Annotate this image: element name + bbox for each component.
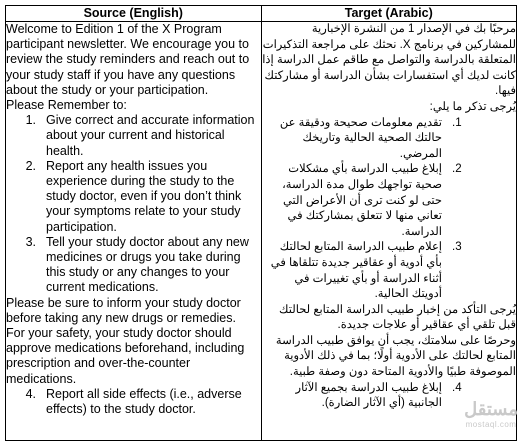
list-text: Report all side effects (i.e., adverse effects) to the study doctor. bbox=[46, 386, 242, 417]
list-number: 3. bbox=[25, 234, 36, 249]
english-intro: Welcome to Edition 1 of the X Program participant newsletter. We encourage you to review the study reminders and reach out to your study staff if you have any questions about the study or your participation. bbox=[6, 22, 250, 97]
header-row bbox=[6, 6, 517, 22]
list-item bbox=[6, 235, 261, 296]
arabic-paragraph-2: يُرجى التأكد من إخبار طبيب الدراسة المتابع لحالتك قبل تلقي أي عقاقير أو علاجات جديدة. bbox=[279, 303, 516, 332]
list-number: 1. bbox=[25, 113, 36, 128]
list-number: 4. bbox=[25, 386, 36, 401]
mostaql-watermark bbox=[464, 401, 518, 433]
list-number: 3. bbox=[452, 241, 462, 254]
list-item bbox=[6, 113, 261, 159]
arabic-intro: مرحبًا بك في الإصدار 1 من النشرة الإخبارية للمشاركين في برنامج X. نحثك على مراجعة التذكيرات المتعلقة بالدراسة والتواصل مع طاقم عمل الدراسة إذا كانت لديك أي استفسارات بشأن الدراسة أو مشاركتك فيها. bbox=[262, 23, 516, 98]
watermark-site: mostaql.com bbox=[465, 420, 517, 429]
list-text: Report any health issues you experience during the study to the study doctor, even if you don’t think your symptoms relate to your study participation. bbox=[46, 158, 242, 234]
list-item bbox=[6, 159, 261, 235]
english-list-1 bbox=[6, 113, 261, 295]
arabic-remember: يُرجى تذكر ما يلي: bbox=[429, 100, 516, 113]
watermark-logo: مستقل bbox=[464, 399, 518, 419]
translation-table bbox=[5, 5, 517, 441]
list-number: 2. bbox=[25, 158, 36, 173]
english-remember: Please Remember to: bbox=[6, 98, 127, 113]
english-list-2 bbox=[6, 387, 261, 417]
list-number: 2. bbox=[452, 163, 462, 176]
arabic-cell bbox=[261, 22, 517, 441]
list-text: إبلاغ طبيب الدراسة بجميع الآثار الجانبية (أي الآثار الضارة). bbox=[295, 381, 442, 410]
list-item bbox=[6, 387, 261, 417]
target-header: Target (Arabic) bbox=[261, 6, 517, 22]
english-paragraph-3: For your safety, your study doctor should approve medications beforehand, including prescription and over-the-counter medications. bbox=[6, 326, 245, 386]
list-text: Give correct and accurate information about your current and historical health. bbox=[46, 113, 255, 158]
english-paragraph-2: Please be sure to inform your study doctor before taking any new drugs or remedies. bbox=[6, 295, 241, 325]
list-text: Tell your study doctor about any new medicines or drugs you take during this study or any changes to your current medications. bbox=[46, 234, 249, 295]
list-number: 1. bbox=[452, 116, 462, 129]
source-header: Source (English) bbox=[6, 6, 262, 22]
list-text: إعلام طبيب الدراسة المتابع لحالتك بأي أدوية أو عقاقير جديدة تتلقاها في أثناء الدراسة أو بأي تغييرات في أدويتك الحالية. bbox=[270, 241, 442, 301]
english-cell bbox=[6, 22, 262, 441]
list-item bbox=[262, 240, 477, 302]
content-row bbox=[6, 22, 517, 441]
list-text: تقديم معلومات صحيحة ودقيقة عن حالتك الصحية الحالية وتاريخك المرضي. bbox=[279, 116, 442, 160]
list-number: 4. bbox=[452, 381, 462, 394]
list-text: إبلاغ طبيب الدراسة بأي مشكلات صحية تواجهك طوال مدة الدراسة، حتى لو كنت ترى أن الأعراض التي تعاني منها لا تتعلق بمشاركتك في الدراسة. bbox=[282, 163, 442, 238]
arabic-list-1 bbox=[262, 116, 517, 303]
list-item bbox=[262, 162, 477, 240]
arabic-paragraph-3: وحرصًا على سلامتك، يجب أن يوافق طبيب الدراسة المتابع لحالتك على الأدوية أولًا؛ بما في ذلك الأدوية الموصوفة طبيًا والأدوية المتاحة دون وصفة طبية. bbox=[275, 334, 516, 379]
list-item bbox=[262, 116, 477, 163]
list-item bbox=[262, 381, 477, 412]
